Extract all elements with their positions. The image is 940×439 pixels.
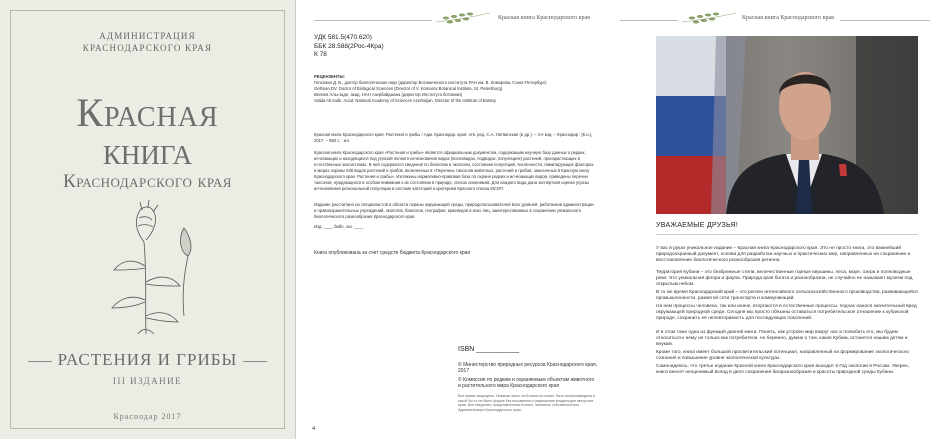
subtitle-dash-left xyxy=(28,361,52,362)
letter-paragraph: Территория Кубани – это безбрежные степи, величественные горные вершины, леса, море, озера и полноводные реки. Это уникальная флора и фауна. Природа края богата и разнообразна, не случайно ее называют музеем под открытым небом. xyxy=(656,270,913,288)
copyright-1: © Министерство природных ресурсов Краснодарского края, 2017 xyxy=(458,362,598,375)
title-line-2: книга xyxy=(102,131,193,173)
letter-paragraph: И в этом тоже одна из функций данной книги. Понять, как устроен мир вокруг нас и полюбить его, мы будем относиться к нему не только как потребители, но бережно, думаю о том, какая Кубань останется нашим детям и внукам. xyxy=(656,330,908,348)
reviewer-1: Гельтман Д. В., доктор биологических наук (директор Ботанического института РАН им. В. Комарова, Санкт-Петербург) xyxy=(314,80,547,85)
reviewers-title: РЕЦЕНЗЕНТЫ: xyxy=(314,74,345,79)
page-number: 4 xyxy=(312,426,315,432)
isbn-line: ISBN ___________ xyxy=(458,346,520,353)
cover-title xyxy=(0,92,295,194)
copyright-2: © Комиссия по редким и охраняемым объектам животного и растительного мира Краснодарского края xyxy=(458,376,595,390)
subtitle-dash-right xyxy=(243,361,267,362)
purpose-text: Издание рассчитано на специалистов в области охраны окружающей среды, природопользователей всех уровней, работников администрации и правоохранительных учреждений, экологов, биологов, географов, краеведов и всех лиц, заинтересованных в сохранении уникального биологического разнообразия Краснодарского края. xyxy=(314,202,594,219)
funding-note: Книга опубликована за счет средств бюджета Краснодарского края xyxy=(314,250,471,256)
udk-code: УДК 581.5(470.620) xyxy=(314,34,372,41)
bbk-code: ББК 28.588(2Рос-4Кра) xyxy=(314,42,384,50)
letter-paragraph: На нем процессы человека, так или иначе, вторгаются в естественные процессы, подчас нанося значительный вред окружающей природной среде. Сегодня мы просто обязаны оставаться потребительское отношение к кубанской природе, сохранить её неповторимость для последующих поколений. xyxy=(656,304,917,322)
cover-administration xyxy=(0,30,295,54)
fine-print: Все права защищены. Никакая часть этой книги не может быть воспроизведена в какой бы то ни было форме без письменного разрешения владельцев авторских прав. Все сведения, представленные в книге, являются собственностью Администрации Краснодарского края. xyxy=(458,394,595,412)
reviewer-2: Geltman DV. Doctor of Biological Sciences (Director of V. Komarov Botanical Institute, St. Petersburg) xyxy=(314,86,503,91)
book-cover xyxy=(0,0,296,439)
admin-line-1: АДМИНИСТРАЦИЯ xyxy=(99,31,196,41)
cover-city-year: Краснодар 2017 xyxy=(113,412,182,421)
letter-paragraph: Кроме того, книга имеет большой просветительский потенциал, направленный на формирование экологического сознания и повышение уровня экологической культуры. xyxy=(656,350,910,362)
letter-paragraph: В то же время Краснодарский край – это регион интенсивного сельскохозяйственного производства, развивающейся промышленности, развитой сети транспорта и коммуникаций. xyxy=(656,290,918,302)
header-rule-right xyxy=(840,20,930,21)
cover-subtitle xyxy=(0,350,295,370)
running-header: Красная книга Краснодарского края xyxy=(498,15,590,21)
letter-paragraph: Самонадеюсь, что третье издание Красной книги Краснодарского края выходит в Год экологии в России. Уверен, книга внесет неоценимый вклад в дело сохранения биоразнообразия и красоты природной среды Кубани. xyxy=(656,364,910,376)
reviewer-3: Велиев Алы-заде, акад. НАН Азербайджана (директор Института ботаники) xyxy=(314,92,463,97)
print-run: Изд. ____ библ. экз. ____ xyxy=(314,224,364,229)
citation-text: Красная книга Краснодарского края. Растения и грибы / Адм. Краснодар. края; отв. ред. С.А. Литвинская (и др.). – 3-е изд. – Краснодар : [К.и.], 2017. – 850 с. : ил. xyxy=(314,132,593,143)
wheat-ornament-icon xyxy=(680,10,738,26)
subtitle-text: РАСТЕНИЯ И ГРИБЫ xyxy=(57,350,238,369)
letter-paragraph: У вас в руках уникальное издание – Красная книга Краснодарского края. Это не просто книга, это важнейший природоохранный документ, основа для разработки научных и практических мер, направленных на сохранение и восстановление биологического разнообразия региона. xyxy=(656,246,911,264)
header-rule-left xyxy=(314,20,432,21)
abstract-text: Красная книга Краснодарского края «Растения и грибы» является официальным документом, содержащим научную базу данных о редких, исчезающих и находящихся под угрозой полного исчезновения видах (восновидах, подвидах, популяциях) растений, произрастающих в естественных экосистемах. В ней содержатся сведения по биологии и экологии, состоянию популяций, численности, лимитирующих факторах и мерах охраны 538 видов растений и грибов, включенных в «Перечень таксонов животных, растений и грибов, занесенных в Красную книгу Краснодарского края. Растения и грибы». Изложены нормативно-правовая база по охране редких и исчезающих видов, приведены перечни таксонов, нуждающихся в особом внимании к их состоянию в природе, список синонимов. Для каждого вида дана экспертная оценка угрозы исчезновения региональной популяции в системе категорий и критериев Красного списка МСОП. xyxy=(314,150,594,191)
catalog-codes xyxy=(314,34,384,60)
title-line-1: Красная xyxy=(76,90,219,135)
cover-edition: III ИЗДАНИЕ xyxy=(112,376,183,386)
copyright-block xyxy=(458,362,598,390)
reviewers-block xyxy=(314,74,596,104)
reviewer-4: Valida Ali-zade. Acad. National Academy of Sciences Azerbaijan, Director of the Institute of Botany xyxy=(314,98,496,103)
foreword-page xyxy=(614,0,940,439)
header-rule-left xyxy=(620,20,678,21)
k-code: К 78 xyxy=(314,51,327,58)
wheat-ornament-icon xyxy=(434,10,492,26)
admin-line-2: КРАСНОДАРСКОГО КРАЯ xyxy=(82,43,213,53)
greeting-heading: УВАЖАЕМЫЕ ДРУЗЬЯ! xyxy=(656,222,739,229)
title-line-3: Краснодарского края xyxy=(63,171,232,192)
governor-portrait-photo xyxy=(656,36,918,214)
plant-illustration xyxy=(108,196,198,336)
imprint-page xyxy=(296,0,614,439)
greeting-rule xyxy=(656,234,918,235)
flag-shape xyxy=(656,36,746,214)
running-header: Красная книга Краснодарского края xyxy=(742,15,834,21)
